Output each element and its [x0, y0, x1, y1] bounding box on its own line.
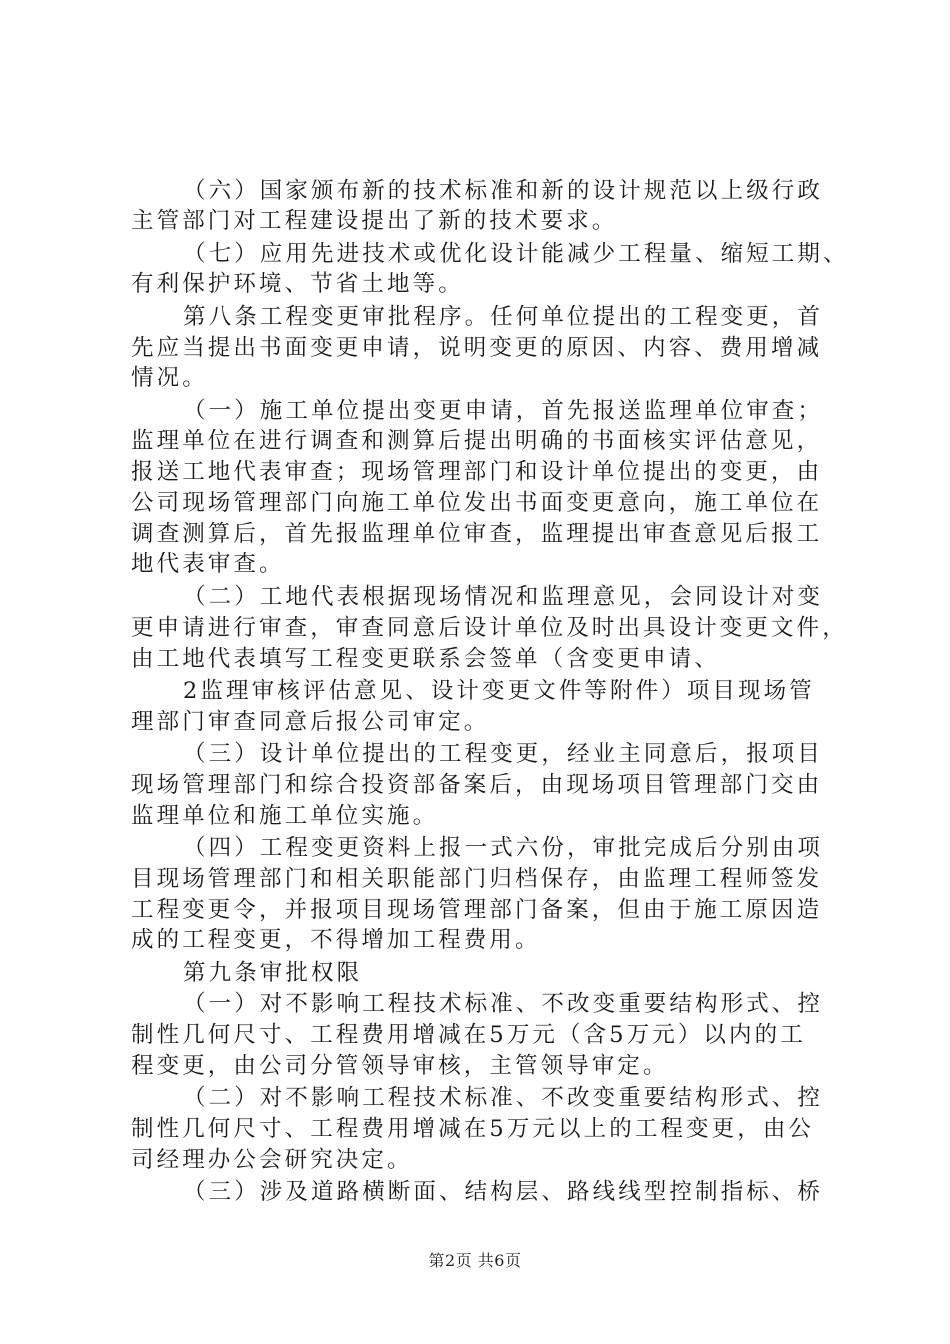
text-line: 更申请进行审查，审查同意后设计单位及时出具设计变更文件， [131, 615, 848, 641]
text-line: 主管部门对工程建设提出了新的技术要求。 [131, 208, 618, 234]
text-line: 目现场管理部门和相关职能部门归档保存，由监理工程师签发 [131, 866, 823, 892]
text-line: 由工地代表填写工程变更联系会签单（含变更申请、 [131, 646, 720, 672]
page-footer: 第2页 共6页 [428, 1251, 522, 1270]
text-line: （一）施工单位提出变更申请，首先报送监理单位审查； [183, 398, 824, 424]
text-line: 第八条工程变更审批程序。任何单位提出的工程变更，首 [183, 304, 824, 330]
text-line: （二）对不影响工程技术标准、不改变重要结构形式、控 [183, 1085, 824, 1111]
text-line: 监理单位和施工单位实施。 [131, 803, 439, 829]
text-line: 2监理审核评估意见、设计变更文件等附件）项目现场管 [183, 678, 815, 704]
text-line: （六）国家颁布新的技术标准和新的设计规范以上级行政 [183, 178, 824, 204]
text-line: 先应当提出书面变更申请，说明变更的原因、内容、费用增减 [131, 335, 823, 361]
text-line: （四）工程变更资料上报一式六份，审批完成后分别由项 [183, 835, 824, 861]
text-line: 司经理办公会研究决定。 [131, 1147, 413, 1173]
text-line: 公司现场管理部门向施工单位发出书面变更意向，施工单位在 [131, 490, 823, 516]
text-line: （三）设计单位提出的工程变更，经业主同意后，报项目 [183, 741, 824, 767]
text-line: 程变更，由公司分管领导审核，主管领导审定。 [131, 1053, 669, 1079]
text-line: （七）应用先进技术或优化设计能减少工程量、缩短工期、 [183, 241, 849, 267]
text-line: 现场管理部门和综合投资部备案后，由现场项目管理部门交由 [131, 772, 823, 798]
text-line: 制性几何尺寸、工程费用增减在5万元（含5万元）以内的工 [131, 1022, 806, 1048]
text-line: 有利保护环境、节省土地等。 [131, 271, 464, 297]
text-line: 监理单位在进行调查和测算后提出明确的书面核实评估意见， [131, 428, 823, 454]
text-line: 报送工地代表审查；现场管理部门和设计单位提出的变更，由 [131, 459, 823, 485]
text-line: 调查测算后，首先报监理单位审查，监理提出审查意见后报工 [131, 521, 823, 547]
text-line: （二）工地代表根据现场情况和监理意见，会同设计对变 [183, 584, 824, 610]
text-line: 工程变更令，并报项目现场管理部门备案，但由于施工原因造 [131, 897, 823, 923]
text-line: 理部门审查同意后报公司审定。 [131, 709, 490, 735]
text-line: 情况。 [131, 365, 208, 391]
text-line: （一）对不影响工程技术标准、不改变重要结构形式、控 [183, 991, 824, 1017]
text-line: 第九条审批权限 [183, 960, 363, 986]
text-line: 成的工程变更，不得增加工程费用。 [131, 927, 541, 953]
text-line: 制性几何尺寸、工程费用增减在5万元以上的工程变更，由公 [131, 1116, 815, 1142]
text-line: （三）涉及道路横断面、结构层、路线线型控制指标、桥 [183, 1179, 824, 1205]
text-line: 地代表审查。 [131, 551, 285, 577]
